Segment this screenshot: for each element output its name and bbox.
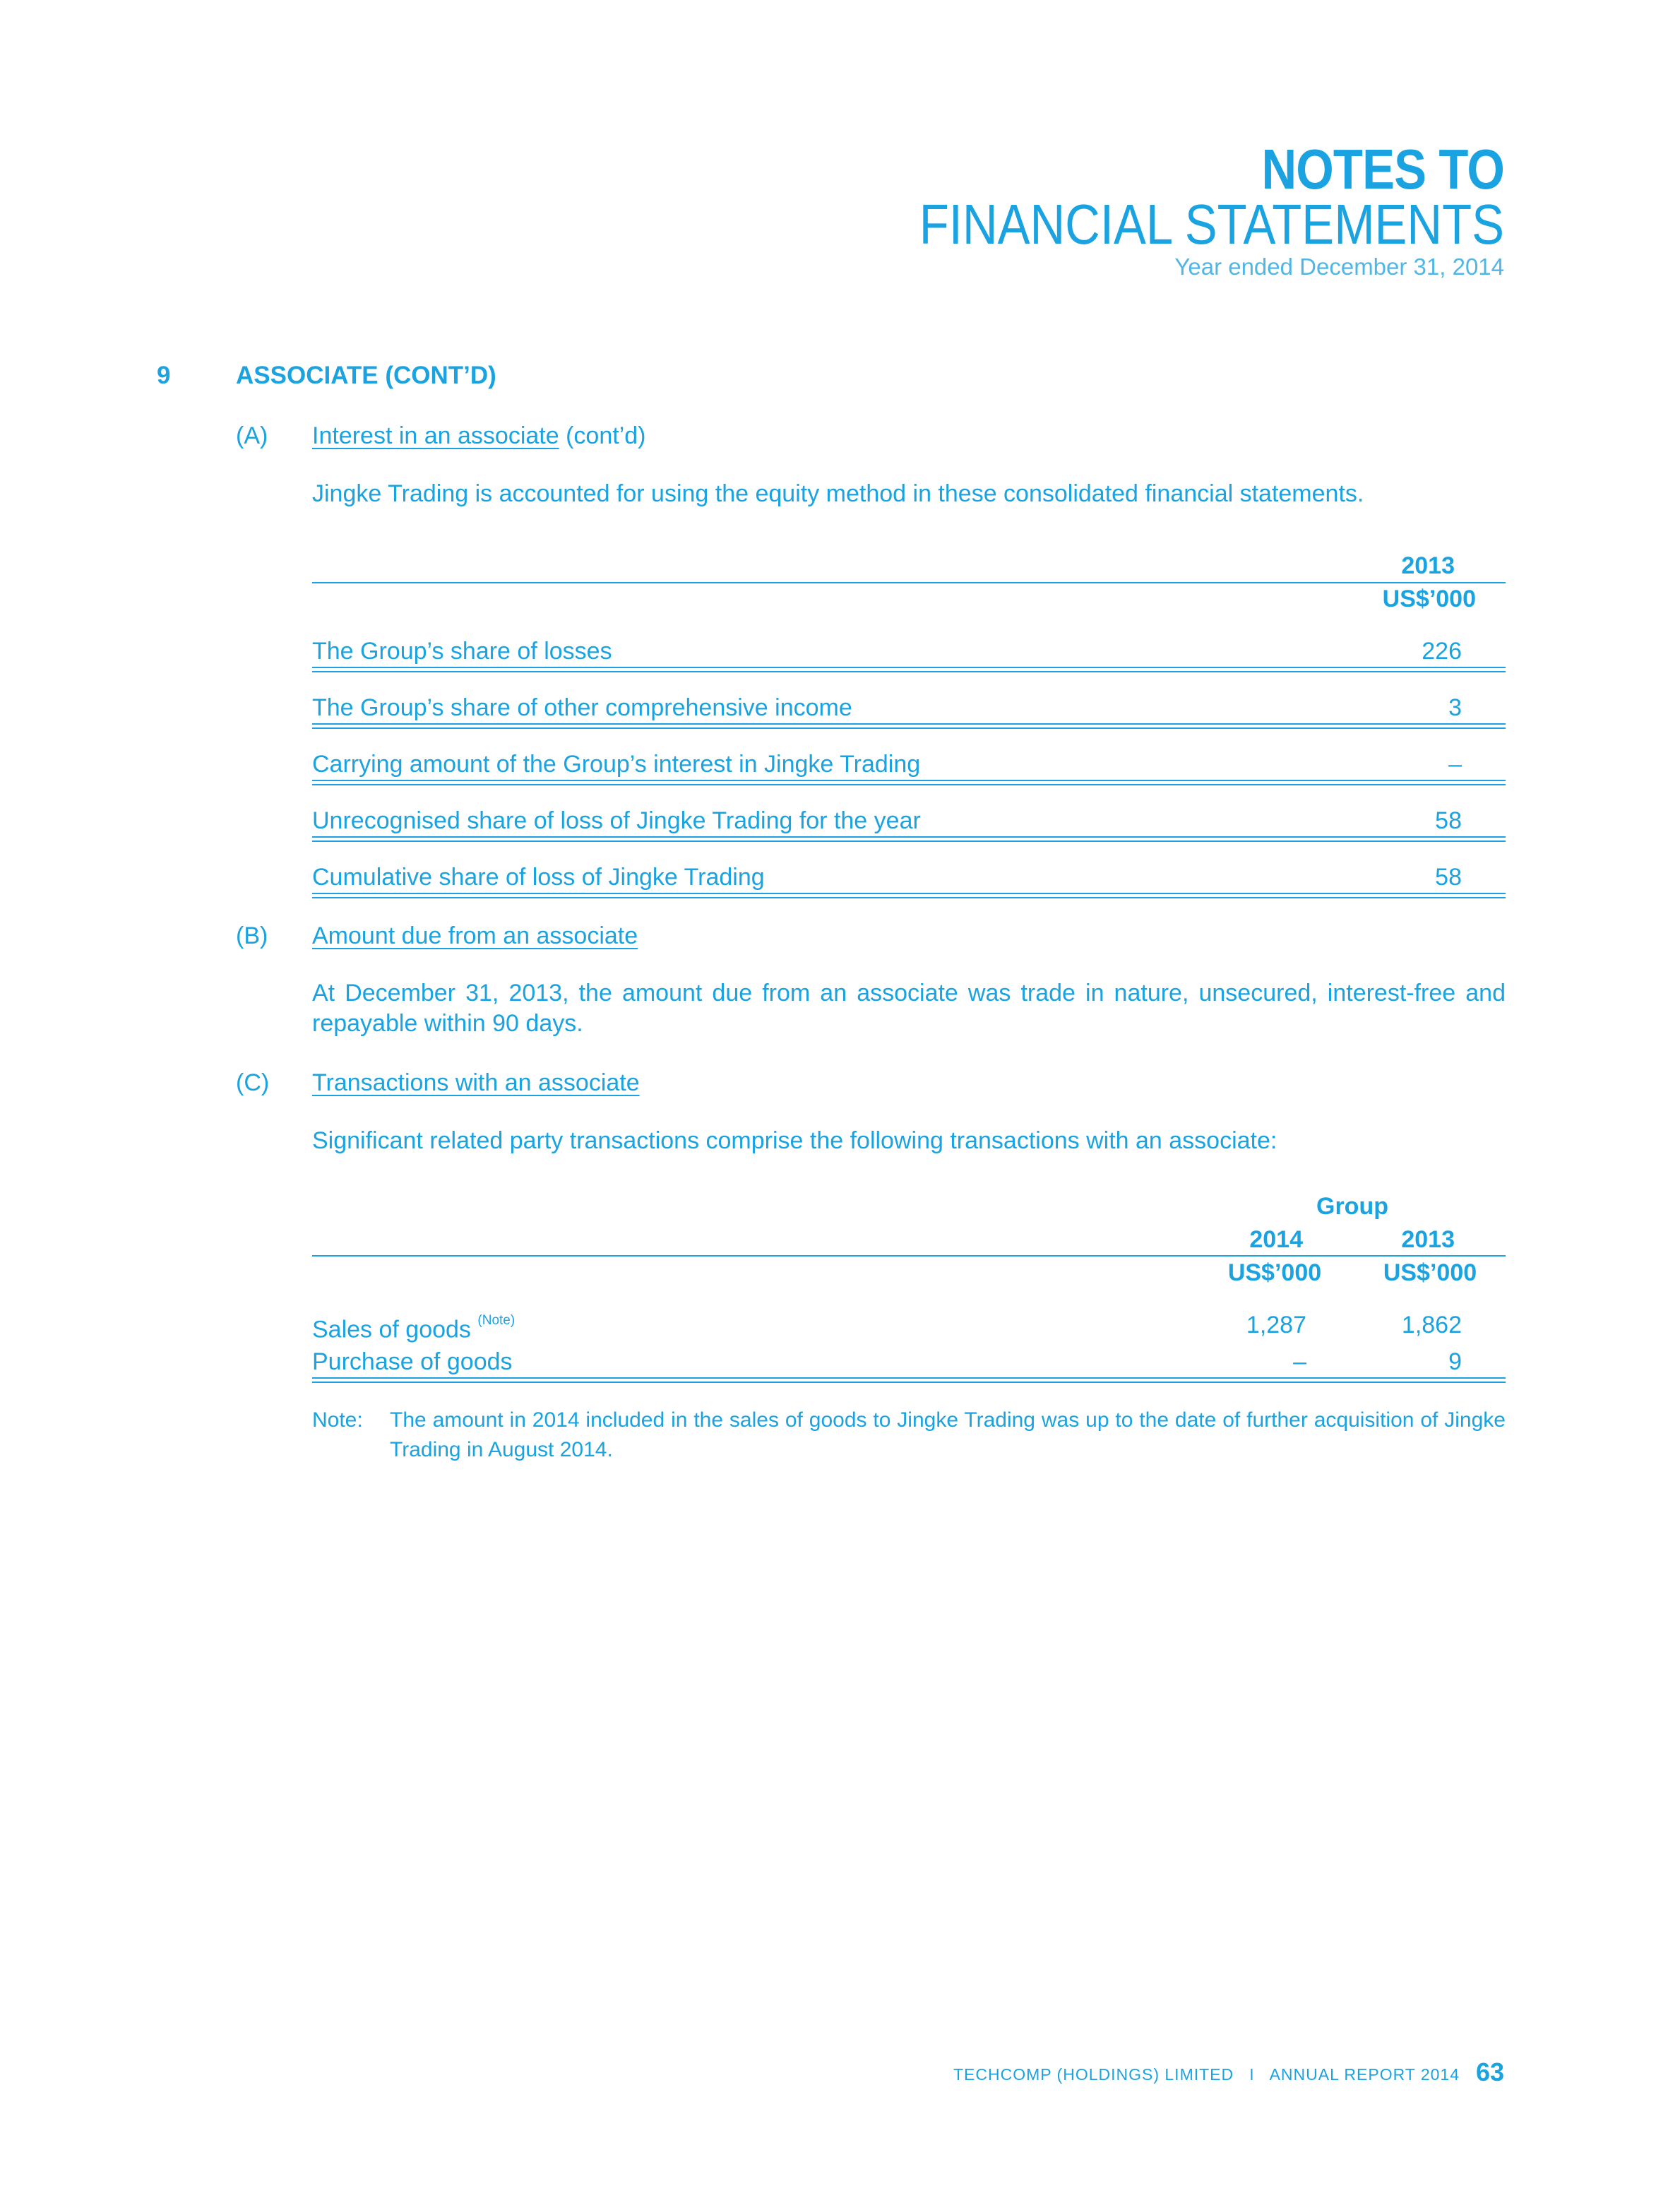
page-subtitle: Year ended December 31, 2014 [1174, 254, 1504, 280]
table-c-col-2014: 2014 [1249, 1226, 1303, 1253]
table-a-row5-label: Cumulative share of loss of Jingke Trading [312, 864, 765, 891]
subsection-c-title: Transactions with an associate [312, 1069, 640, 1096]
double-rule-bottom [312, 784, 1506, 785]
table-c-unit-2014: US$’000 [1227, 1259, 1322, 1286]
table-a-header-rule [312, 582, 1506, 583]
table-c-row1-2014: 1,287 [1246, 1312, 1306, 1338]
page-title-line2: FINANCIAL STATEMENTS [919, 193, 1504, 256]
table-a-row4-label: Unrecognised share of loss of Jingke Trading for the year [312, 807, 921, 834]
subsection-a-paragraph: Jingke Trading is accounted for using the equity method in these consolidated financial statements. [312, 480, 1364, 507]
table-a-row2-label: The Group’s share of other comprehensive income [312, 694, 852, 721]
subsection-a-heading [312, 421, 645, 451]
subsection-a-suffix: (cont’d) [559, 422, 646, 449]
subsection-b-letter: (B) [236, 922, 268, 949]
table-c-row1-label: Sales of goods [312, 1316, 471, 1343]
table-c-group-label: Group [1316, 1193, 1388, 1220]
double-rule-top [312, 836, 1506, 838]
table-c-unit-2013: US$’000 [1383, 1259, 1477, 1286]
double-rule-bottom [312, 671, 1506, 672]
note-label: Note: [312, 1408, 363, 1432]
table-a-row3-value: – [1448, 751, 1462, 778]
subsection-b-paragraph: At December 31, 2013, the amount due from an associate was trade in nature, unsecured, interest-free and repayable within 90 days. [312, 980, 1506, 1037]
footer-text: TECHCOMP (HOLDINGS) LIMITED I ANNUAL REPORT 2014 [953, 2065, 1460, 2084]
page-title-line1: NOTES TO [1261, 138, 1504, 201]
table-a-row2-value: 3 [1448, 694, 1462, 721]
double-rule-bottom [312, 897, 1506, 898]
subsection-c-letter: (C) [236, 1069, 270, 1096]
table-c-row1-label-cell [312, 1309, 515, 1345]
table-a-row1-label: The Group’s share of losses [312, 638, 612, 665]
double-rule-top [312, 780, 1506, 781]
table-a-row3-label: Carrying amount of the Group’s interest in Jingke Trading [312, 751, 921, 778]
double-rule-top [312, 667, 1506, 668]
double-rule-top [312, 893, 1506, 894]
note-reference: (Note) [477, 1313, 516, 1328]
subsection-b-title: Amount due from an associate [312, 922, 638, 949]
page-number: 63 [1475, 2057, 1504, 2086]
double-rule-top [312, 723, 1506, 725]
double-rule-bottom [312, 840, 1506, 842]
table-c-header-rule [312, 1255, 1506, 1257]
subsection-a-title: Interest in an associate [312, 422, 559, 449]
subsection-c-paragraph: Significant related party transactions comprise the following transactions with an associate: [312, 1127, 1277, 1154]
section-title: ASSOCIATE (CONT’D) [236, 362, 496, 389]
table-c-row2-label: Purchase of goods [312, 1348, 513, 1375]
note-text: The amount in 2014 included in the sales of goods to Jingke Trading was up to the date of further acquisition of Jingke Trading in August 2014. [390, 1408, 1506, 1461]
table-a-row4-value: 58 [1435, 807, 1462, 834]
table-c-col-2013: 2013 [1401, 1226, 1455, 1253]
table-a-col-unit: US$’000 [1382, 586, 1476, 612]
table-a-col-year: 2013 [1401, 552, 1455, 579]
table-c-row1-2013: 1,862 [1401, 1312, 1462, 1338]
table-a-row1-value: 226 [1422, 638, 1462, 665]
section-number: 9 [157, 362, 171, 389]
table-a-row5-value: 58 [1435, 864, 1462, 891]
double-rule-bottom [312, 727, 1506, 729]
double-rule-bottom [312, 1382, 1506, 1383]
table-c-row2-2014: – [1293, 1348, 1306, 1375]
subsection-a-letter: (A) [236, 422, 268, 449]
table-c-row2-2013: 9 [1448, 1348, 1462, 1375]
double-rule-top [312, 1377, 1506, 1379]
